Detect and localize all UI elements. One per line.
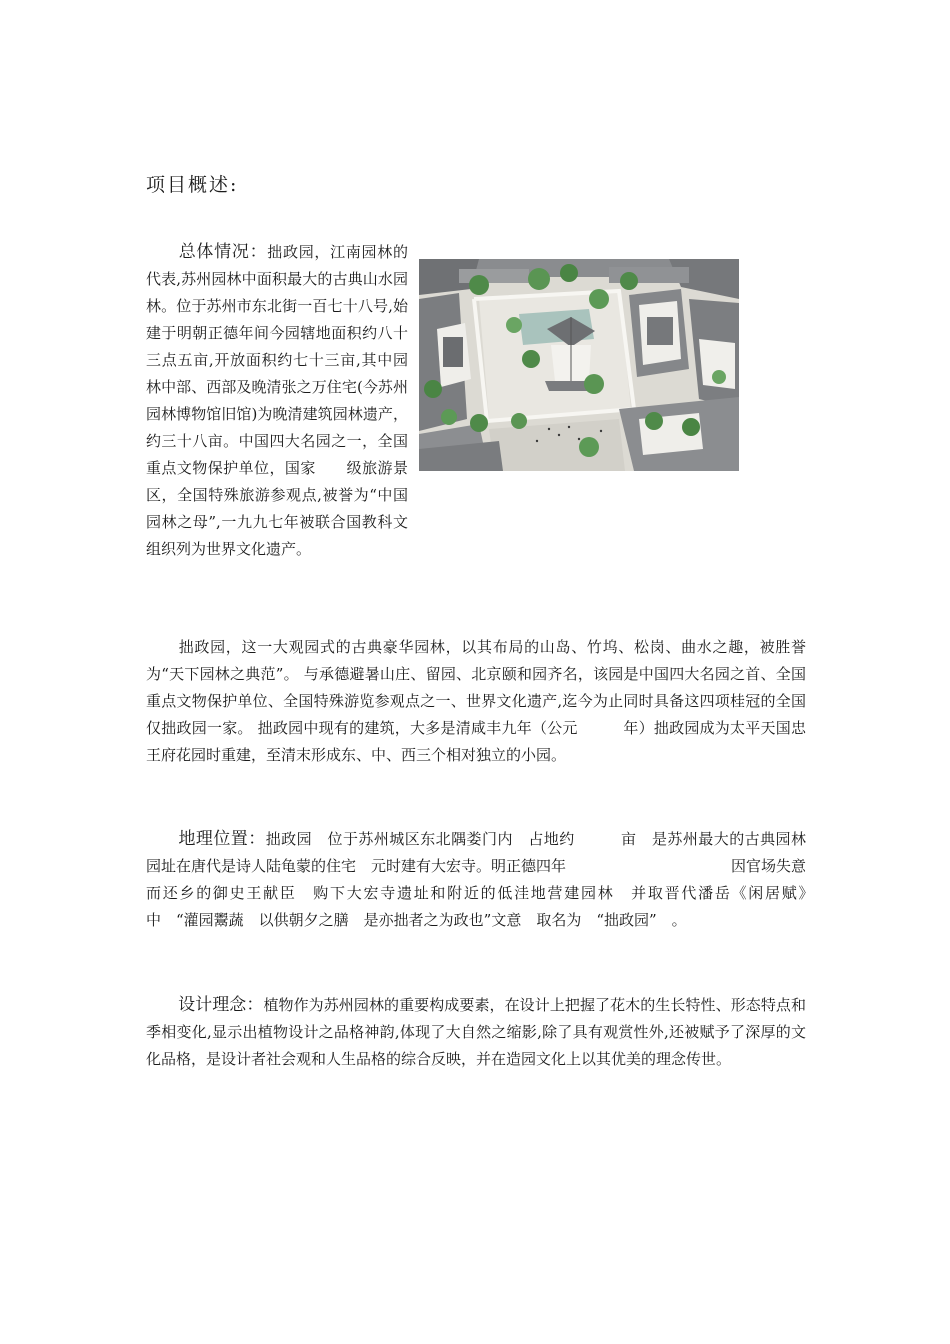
overview-paragraph — [146, 239, 408, 563]
design-text: 植物作为苏州园林的重要构成要素，在设计上把握了花木的生长特性、形态特点和季相变化,显示出植物设计之品格神韵,体现了大自然之缩影,除了具有观赏性外,还被赋予了深厚的文化品格，是设计者社会观和人生品格的综合反映，并在造园文化上以其优美的理念传世。 — [146, 996, 806, 1068]
history-paragraph — [146, 634, 806, 769]
overview-heading: 总体情况： — [178, 242, 268, 262]
design-heading: 设计理念： — [178, 995, 264, 1015]
garden-model-illustration — [419, 259, 739, 471]
location-text: 拙政园 位于苏州城区东北隅娄门内 占地约 亩 是苏州最大的古典园林 园址在唐代是诗人陆龟蒙的住宅 元时建有大宏寺。明正德四年 因官场失意而还乡的御史王献臣 购下大宏寺遗址和附近的低洼地营建园林 并取晋代潘岳《闲居赋》 中 “灌园鬻蔬 以供朝夕之膳 是亦拙者之为政也”文意 取名为 “拙政园” 。 — [146, 830, 822, 929]
garden-model-photo — [419, 259, 739, 471]
history-text: 拙政园，这一大观园式的古典豪华园林，以其布局的山岛、竹坞、松岗、曲水之趣，被胜誉为“天下园林之典范”。 与承德避暑山庄、留园、北京颐和园齐名，该园是中国四大名园之首、全国重点文物保护单位、全国特殊游览参观点之一、世界文化遗产,迄今为止同时具备这四项桂冠的全国仅拙政园一家。 拙政园中现有的建筑，大多是清咸丰九年（公元 年）拙政园成为太平天国忠王府花园时重建，至清末形成东、中、西三个相对独立的小园。 — [146, 638, 806, 764]
page-title: 项目概述: — [146, 174, 239, 196]
location-heading: 地理位置： — [178, 829, 266, 849]
overview-text: 拙政园，江南园林的代表,苏州园林中面积最大的古典山水园林。位于苏州市东北街一百七十八号,始建于明朝正德年间今园辖地面积约八十三点五亩,开放面积约七十三亩,其中园林中部、西部及晚清张之万住宅(今苏州园林博物馆旧馆)为晚清建筑园林遗产，约三十八亩。中国四大名园之一，全国重点文物保护单位，国家 级旅游景区，全国特殊旅游参观点,被誉为“中国园林之母”,一九九七年被联合国教科文组织列为世界文化遗产。 — [146, 243, 408, 558]
design-paragraph — [146, 992, 806, 1073]
location-paragraph — [146, 826, 822, 934]
